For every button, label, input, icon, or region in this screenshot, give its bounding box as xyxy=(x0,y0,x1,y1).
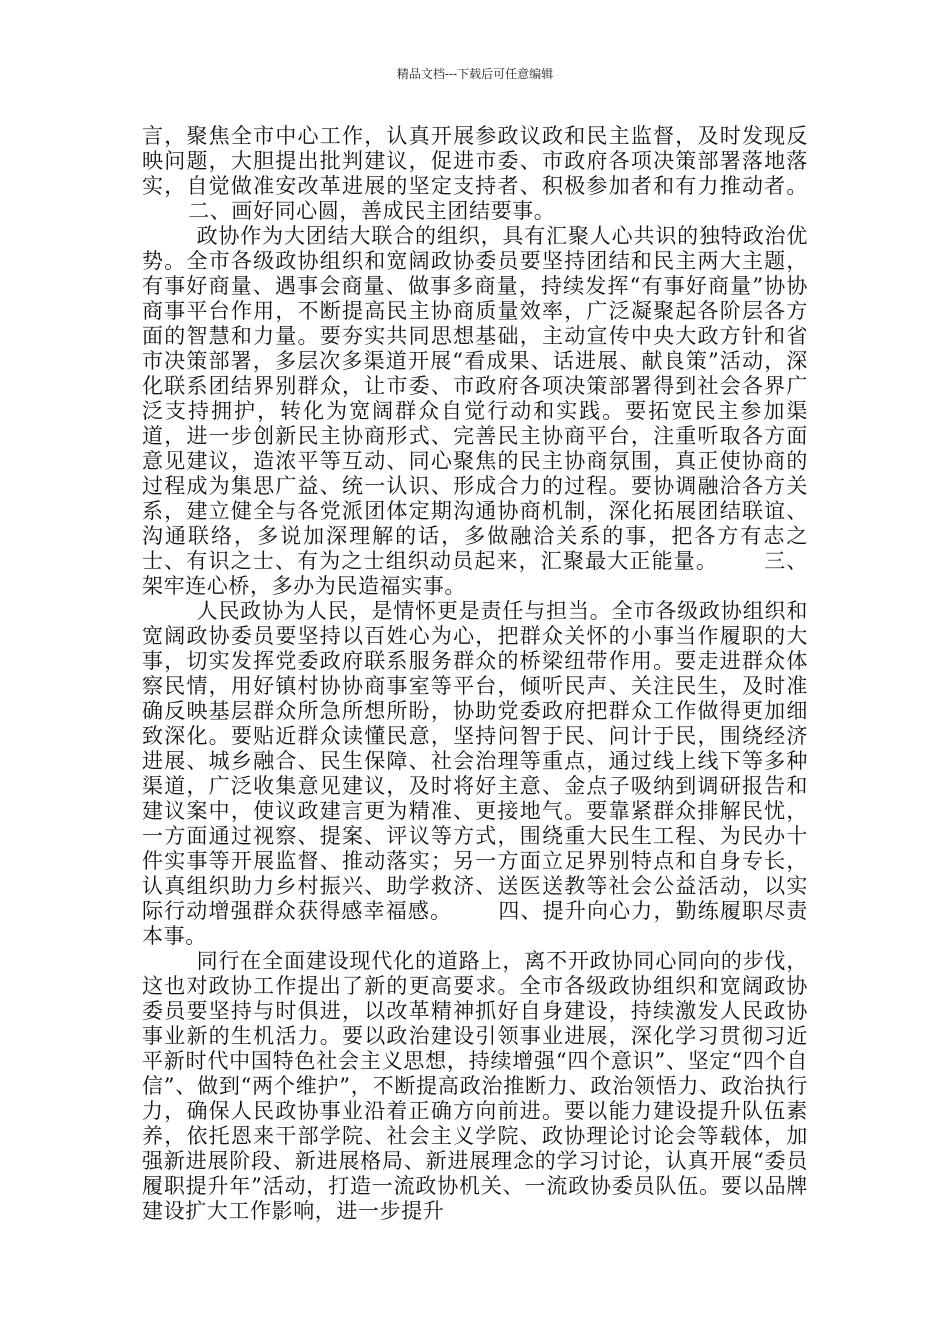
paragraph-text: 人民政协为人民，是情怀更是责任与担当。全市各级政协组织和宽阔政协委员要坚持以百姓心为心，把群众关怀的小事当作履职的大事，切实发挥党委政府联系服务群众的桥梁纽带作用。要走进群众体察民情，用好镇村协协商事室等平台，倾听民声、关注民生，及时准确反映基层群众所急所想所盼，协助党委政府把群众工作做得更加细致深化。要贴近群众读懂民意，坚持问智于民、问计于民，围绕经济进展、城乡融合、民生保障、社会治理等重点，通过线上线下等多种渠道，广泛收集意见建议，及时将好主意、金点子吸纳到调研报告和建议案中，使议政建言更为精准、更接地气。要靠紧群众排解民忧，一方面通过视察、提案、评议等方式，围绕重大民生工程、为民办十件实事等开展监督、推动落实；另一方面立足界别特点和自身专长，认真组织助力乡村振兴、助学救济、送医送教等社会公益活动，以实际行动增强群众获得感幸福感。 xyxy=(142,599,808,923)
section-heading-4: 四、提升向心力，勤练履职尽责本事。 xyxy=(142,899,808,948)
section-heading-3: 三、架牢连心桥，多办为民造福实事。 xyxy=(142,549,808,598)
section-heading-2: 二、画好同心圆，善成民主团结要事。 xyxy=(188,199,556,223)
paragraph-2 xyxy=(142,224,808,599)
document-body xyxy=(142,124,808,1224)
paragraph-text: 同行在全面建设现代化的道路上，离不开政协同心同向的步伐，这也对政协工作提出了新的更高要求。全市各级政协组织和宽阔政协委员要坚持与时俱进，以改革精神抓好自身建设，持续激发人民政协事业新的生机活力。要以政治建设引领事业进展，深化学习贯彻习近平新时代中国特色社会主义思想，持续增强“四个意识”、坚定“四个自信”、做到“两个维护”，不断提高政治推断力、政治领悟力、政治执行力，确保人民政协事业沿着正确方向前进。要以能力建设提升队伍素养，依托恩来干部学院、社会主义学院、政协理论讨论会等载体，加强新进展阶段、新进展格局、新进展理念的学习讨论，认真开展“委员履职提升年”活动，打造一流政协机关、一流政协委员队伍。要以品牌建设扩大工作影响，进一步提升 xyxy=(142,949,808,1223)
paragraph-text: 言，聚焦全市中心工作，认真开展参政议政和民主监督，及时发现反映问题，大胆提出批判建议，促进市委、市政府各项决策部署落地落实，自觉做准安改革进展的坚定支持者、积极参加者和有力推动者。 xyxy=(142,124,808,198)
paragraph-4 xyxy=(142,949,808,1224)
paragraph-3 xyxy=(142,599,808,949)
paragraph-text: 政协作为大团结大联合的组织，具有汇聚人心共识的独特政治优势。全市各级政协组织和宽阔政协委员要坚持团结和民主两大主题，有事好商量、遇事会商量、做事多商量，持续发挥“有事好商量”协协商事平台作用，不断提高民主协商质量效率，广泛凝聚起各阶层各方面的智慧和力量。要夯实共同思想基础，主动宣传中央大政方针和省市决策部署，多层次多渠道开展“看成果、话进展、献良策”活动，深化联系团结界别群众，让市委、市政府各项决策部署得到社会各界广泛支持拥护，转化为宽阔群众自觉行动和实践。要拓宽民主参加渠道，进一步创新民主协商形式、完善民主协商平台，注重听取各方面意见建议，造浓平等互动、同心聚焦的民主协商氛围，真正使协商的过程成为集思广益、统一认识、形成合力的过程。要协调融洽各方关系，建立健全与各党派团体定期沟通协商机制，深化拓展团结联谊、沟通联络，多说加深理解的话，多做融洽关系的事，把各方有志之士、有识之士、有为之士组织动员起来，汇聚最大正能量。 xyxy=(142,224,808,573)
page-header: 精品文档---下载后可任意编辑 xyxy=(396,67,554,81)
paragraph-1 xyxy=(142,124,808,224)
